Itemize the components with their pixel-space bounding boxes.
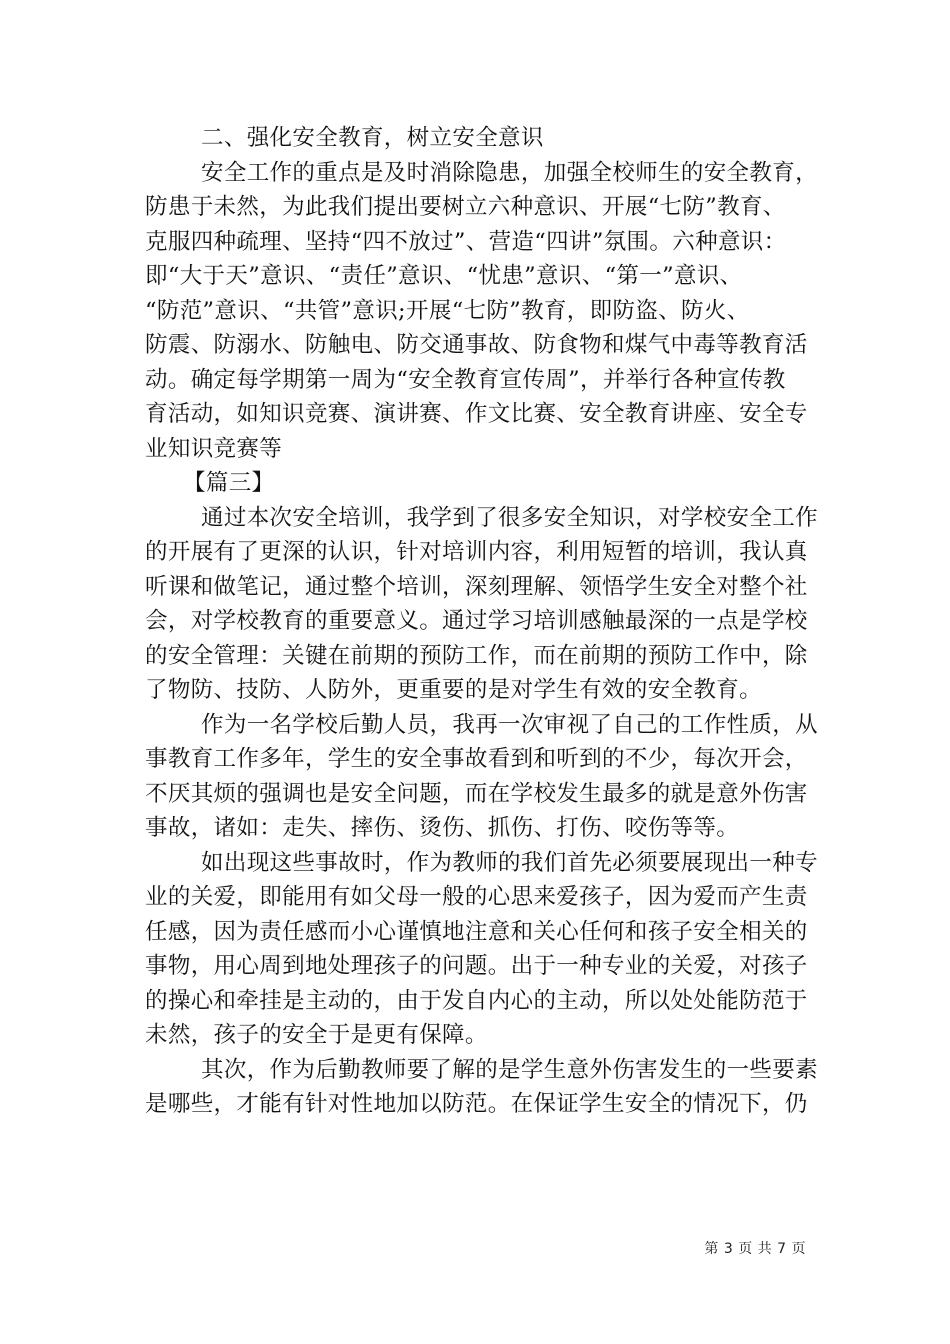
text-line: 不厌其烦的强调也是安全问题，而在学校发生最多的就是意外伤害 bbox=[145, 780, 808, 807]
paragraph-training-gains bbox=[145, 501, 821, 708]
text-line: 了物防、技防、人防外，更重要的是对学生有效的安全教育。 bbox=[145, 677, 762, 703]
text-line: 其次，作为后勤教师要了解的是学生意外伤害发生的一些要素 bbox=[201, 1056, 818, 1083]
text-line: 育活动，如知识竞赛、演讲赛、作文比赛、安全教育讲座、安全专 bbox=[145, 401, 808, 427]
text-line: 的开展有了更深的认识，针对培训内容，利用短暂的培训，我认真 bbox=[145, 539, 808, 565]
text-line: 事教育工作多年，学生的安全事故看到和听到的不少，每次开会， bbox=[145, 746, 808, 772]
paragraph-safety-awareness bbox=[145, 156, 821, 467]
page-number-footer: 第 3 页 共 7 页 bbox=[704, 1241, 806, 1257]
text-line: 克服四种疏理、坚持“四不放过”、营造“四讲”氛围。六种意识： bbox=[145, 228, 787, 255]
text-line: 事故，诸如：走失、摔伤、烫伤、抓伤、打伤、咬伤等等。 bbox=[145, 815, 740, 841]
text-line: 动。确定每学期第一周为“安全教育宣传周”，并举行各种宣传教 bbox=[145, 366, 786, 393]
text-line: 作为一名学校后勤人员，我再一次审视了自己的工作性质，从 bbox=[201, 711, 818, 738]
text-line: 安全工作的重点是及时消除隐患，加强全校师生的安全教育， bbox=[201, 159, 818, 186]
text-line: 业知识竞赛等 bbox=[145, 435, 283, 462]
text-line: 会，对学校教育的重要意义。通过学习培训感触最深的一点是学校 bbox=[145, 608, 808, 634]
paragraph-injury-factors bbox=[145, 1053, 821, 1122]
text-line: 事物，用心周到地处理孩子的问题。出于一种专业的关爱，对孩子 bbox=[145, 953, 808, 979]
text-line: 防震、防溺水、防触电、防交通事故、防食物和煤气中毒等教育活 bbox=[145, 332, 808, 358]
document-body bbox=[145, 121, 821, 1122]
text-line: 听课和做笔记，通过整个培训，深刻理解、领悟学生安全对整个社 bbox=[145, 573, 808, 600]
text-line: 是哪些，才能有针对性地加以防范。在保证学生安全的情况下，仍 bbox=[145, 1091, 808, 1117]
text-line: 通过本次安全培训，我学到了很多安全知识，对学校安全工作 bbox=[201, 504, 818, 531]
section-label: 【篇三】 bbox=[183, 470, 275, 496]
text-line: 即“大于天”意识、“责任”意识、“忧患”意识、“第一”意识、 bbox=[145, 263, 743, 289]
text-line: 的操心和牵挂是主动的，由于发自内心的主动，所以处处能防范于 bbox=[145, 987, 808, 1014]
text-line: 任感，因为责任感而小心谨慎地注意和关心任何和孩子安全相关的 bbox=[145, 918, 808, 945]
text-line: 防患于未然，为此我们提出要树立六种意识、开展“七防”教育、 bbox=[145, 194, 786, 220]
section-heading: 二、强化安全教育，树立安全意识 bbox=[201, 125, 544, 151]
text-line: 如出现这些事故时，作为教师的我们首先必须要展现出一种专 bbox=[201, 849, 818, 876]
text-line: 业的关爱，即能用有如父母一般的心思来爱孩子，因为爱而产生责 bbox=[145, 884, 808, 910]
text-line: 未然，孩子的安全于是更有保障。 bbox=[145, 1022, 488, 1048]
paragraph-professional-care bbox=[145, 846, 821, 1053]
text-line: 的安全管理：关键在前期的预防工作，而在前期的预防工作中，除 bbox=[145, 642, 808, 669]
paragraph-logistics-staff bbox=[145, 708, 821, 846]
text-line: “防范”意识、“共管”意识;开展“七防”教育，即防盗、防火、 bbox=[145, 297, 750, 324]
